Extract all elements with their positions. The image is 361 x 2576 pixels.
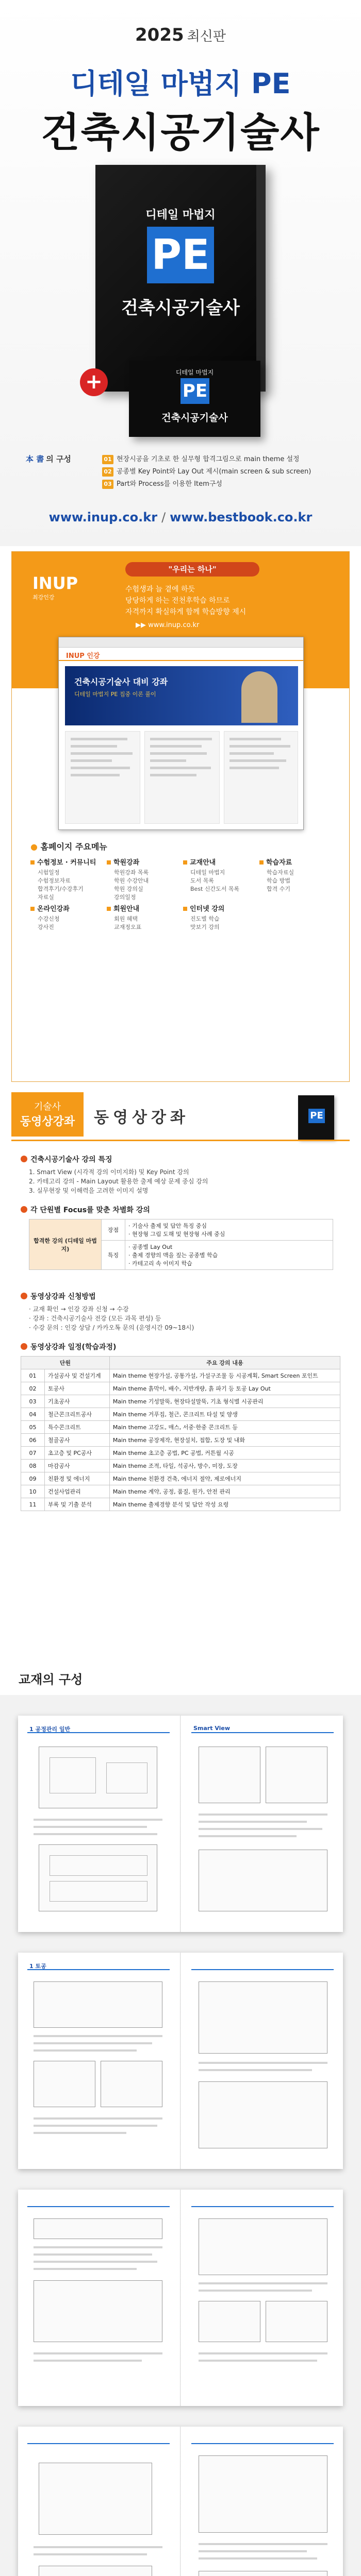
list-item: 2. 카테고리 강의 - Main Layout 활용한 출제 예상 문제 중심 강의 <box>29 1178 208 1185</box>
list-item: 1. Smart View (시각적 강의 이미지화) 및 Key Point 강의 <box>29 1168 189 1176</box>
bullet-icon <box>21 1293 27 1299</box>
figure-diagram <box>199 2081 327 2148</box>
inup-section <box>11 551 350 1082</box>
table-row: 01 가설공사 및 건설기계 Main theme 현장가설, 공통가설, 가설구조물 등 시공계획, Smart Screen 포인트 <box>21 1369 340 1382</box>
menu-column: 온라인강좌 수강신청 강사진 <box>30 903 103 931</box>
menu-column: 수험정보 · 커뮤니티 시험일정 수험정보자료 합격후기/수강후기 자료실 <box>30 857 103 902</box>
table-row: 04 철근콘크리트공사 Main theme 거푸집, 철근, 콘크리트 타설 및 양생 <box>21 1408 340 1421</box>
table-row: 03 기초공사 Main theme 기성말뚝, 현장타설말뚝, 기초 형식별 시공관리 <box>21 1395 340 1408</box>
table-row: 06 철골공사 Main theme 공장제작, 현장설치, 접합, 도장 및 내화 <box>21 1434 340 1447</box>
edition-label: 최신판 <box>187 29 226 44</box>
site-column <box>65 731 140 824</box>
table-row: 09 친환경 및 에너지 Main theme 친환경 건축, 에너지 절약, 제로에너지 <box>21 1472 340 1485</box>
lecture-title: 동영상강좌 <box>94 1109 189 1127</box>
bullet-icon <box>21 1156 27 1162</box>
figure-diagram <box>34 2061 95 2107</box>
site-banner: 건축시공기술사 대비 강좌 디테일 마법지 PE 집중 이론 풀이 <box>65 666 298 725</box>
lecture-section <box>11 1092 350 1607</box>
figure-diagram <box>199 2218 327 2275</box>
schedule-table: 단원 주요 강의 내용 01 가설공사 및 건설기계 Main theme 현장가설, 공통가설, 가설구조물 등 시공계획, Smart Screen 포인트 02 토공사 Main theme 흙막이, 배수, 지반개량, 흙 파기 등 토공 Lay Out 03 기초공사 Main theme 기성말뚝, 현장타설말뚝, 기초 형식별 시공관리 04 철근콘크리트공사 Main theme 거푸집, 철근, 콘크리트 타설 및 양생 05 특수콘크리트 Main theme 고강도, 매스, 서중·한중 콘크리트 등 06 철골공사 Main theme 공장제작, 현장설치, 접합, 도장 및 내화 07 초고층 및 PC공사 Main theme 초고층 공법, PC 공법, 커튼월 시공 08 마감공사 Main theme 조적, 타일, 석공사, 방수, 미장, 도장 09 친환경 및 에너지 Main theme 친환경 건축, 에너지 절약, 제로에너지 10 건설사업관리 Main theme 계약, 공정, 품질, 원가, 안전 관리 11 부록 및 기출 분석 Main theme 출제경향 분석 및 답안 작성 요령 <box>21 1356 340 1511</box>
book-title: 건축시공기술사 <box>41 110 320 156</box>
table-row: 10 건설사업관리 Main theme 계약, 공정, 품질, 원가, 안전 관리 <box>21 1485 340 1498</box>
site-separator: / <box>161 510 166 524</box>
page-header <box>27 1962 170 1970</box>
book-spread <box>18 1953 343 2169</box>
figure-diagram <box>199 2455 327 2533</box>
figure-diagram <box>39 1844 157 1911</box>
feature-table: 합격한 강의 (디테일 마법지) 장점 · 기술사 출제 및 답안 특징 중심 · 현장형 그림 도해 및 현장형 사례 중심 특징 · 공종별 Lay Out · 출제 경향의 맥을 짚는 공종별 학습 · 카테고리 속 이미지 학습 <box>29 1219 333 1270</box>
page-header <box>191 2436 334 2444</box>
inup-site-link[interactable]: www.inup.co.kr <box>48 510 158 524</box>
inup-description: 수험생과 늘 곁에 하듯 당당하게 하는 전천후학습 하므로 자격까지 확실하게 함께 학습방향 제시 <box>125 585 247 616</box>
section-heading: 각 단원별 Focus를 맞춘 차별화 강의 <box>21 1205 150 1215</box>
figure-diagram <box>266 2301 327 2342</box>
figure-diagram <box>34 1981 162 2028</box>
list-item: · 수강 문의 : 인강 상담 / 카카오톡 문의 (운영시간 09~18시) <box>29 1324 194 1331</box>
figure-diagram <box>199 2301 260 2342</box>
bullet-icon <box>21 1206 27 1213</box>
website-screenshot <box>58 637 304 830</box>
book-cover-main <box>95 165 266 392</box>
figure-diagram <box>39 1747 157 1808</box>
book-spread <box>18 1716 343 1932</box>
section-heading: 건축시공기술사 강의 특징 <box>21 1154 112 1164</box>
book-cover-series: 디테일 마법지 <box>145 209 216 222</box>
figure-diagram <box>101 2061 162 2107</box>
bestbook-site-link[interactable]: www.bestbook.co.kr <box>170 510 313 524</box>
figure-diagram <box>34 2218 162 2239</box>
figure-3d-diagram <box>39 2463 152 2535</box>
browser-bar <box>59 637 303 648</box>
lecture-book-thumb: PE <box>298 1095 334 1140</box>
book-spread <box>18 2427 343 2576</box>
list-item: · 강좌 : 건축시공기술사 전강 (모든 과목 편성) 등 <box>29 1315 161 1322</box>
figure-photo <box>199 1747 260 1803</box>
list-item: 3. 실무현장 및 이해력을 고려한 이미지 설명 <box>29 1187 149 1194</box>
page-header <box>191 1962 334 1970</box>
page-header <box>27 2436 170 2444</box>
hero-section <box>0 0 361 546</box>
book-cover-supplement <box>129 361 260 437</box>
figure-diagram <box>39 2566 152 2576</box>
site-column <box>144 731 220 824</box>
menu-column: 학습자료 학습자료실 학습 방법 합격 수기 <box>259 857 332 893</box>
page-label: 1 공정관리 일반 <box>29 1726 71 1733</box>
bullet-icon <box>21 1343 27 1350</box>
section-heading: 동영상강좌 일정(학습과정) <box>21 1342 116 1352</box>
book-spine <box>256 165 266 392</box>
inup-logo: INUP 최강인강 <box>32 573 78 601</box>
table-row: 11 부록 및 기출 분석 Main theme 출제경향 분석 및 답안 작성 요령 <box>21 1498 340 1511</box>
page-header <box>27 2199 170 2207</box>
supplement-pe-logo: PE <box>180 378 209 404</box>
menu-title: ● 홈페이지 주요메뉴 <box>30 842 107 852</box>
divider <box>11 1140 350 1141</box>
figure-diagram <box>199 2571 327 2576</box>
features-heading: 本 書 의 구성 <box>26 454 71 464</box>
feature-item: 01 현장시공을 기초로 한 실무형 합격그림으로 main theme 설정 <box>102 453 300 464</box>
feature-item: 02 공종별 Key Point와 Lay Out 제시(main screen & sub screen) <box>102 466 311 477</box>
supplement-name: 건축시공기술사 <box>161 412 228 423</box>
instructor-photo <box>241 671 277 723</box>
site-column <box>224 731 298 824</box>
page-label: Smart View <box>193 1725 231 1732</box>
feature-item: 03 Part와 Process를 이용한 Item구성 <box>102 478 222 489</box>
list-item: · 교재 확인 → 인강 강좌 신청 → 수강 <box>29 1306 129 1313</box>
table-row: 07 초고층 및 PC공사 Main theme 초고층 공법, PC 공법, 커튼월 시공 <box>21 1447 340 1460</box>
figure-diagram <box>199 1850 327 1911</box>
table-row: 05 특수콘크리트 Main theme 고강도, 매스, 서중·한중 콘크리트 등 <box>21 1421 340 1434</box>
lecture-badge: 기술사 동영상강좌 <box>11 1092 84 1137</box>
inup-quote: "우리는 하나" <box>125 562 259 577</box>
edition-year: 2025 <box>135 25 184 45</box>
page-header <box>191 2199 334 2207</box>
inup-url-link[interactable]: ▶▶ www.inup.co.kr <box>136 621 200 629</box>
menu-column: 학원강좌 학원강좌 목록 학원 수강안내 학원 강의실 강의일정 <box>107 857 179 902</box>
book-spread <box>18 2190 343 2406</box>
menu-grid <box>30 857 332 930</box>
book-cover-pe-logo: PE <box>147 227 214 283</box>
menu-column: 인터넷 강의 진도별 학습 맛보기 강의 <box>183 903 255 931</box>
website-links <box>0 510 361 524</box>
figure-diagram <box>199 1981 327 2054</box>
supplement-series: 디테일 마법지 <box>175 369 214 376</box>
figure-diagram <box>34 2280 162 2342</box>
series-title: 디테일 마법지 PE <box>70 67 291 100</box>
lecture-header <box>11 1092 350 1137</box>
table-row: 08 마감공사 Main theme 조적, 타일, 석공사, 방수, 미장, 도장 <box>21 1460 340 1472</box>
book-cover-name: 건축시공기술사 <box>121 298 240 318</box>
section-heading: 동영상강좌 신청방법 <box>21 1291 96 1301</box>
composition-title: 교재의 구성 <box>19 1672 83 1687</box>
plus-icon: + <box>80 368 108 396</box>
table-row: 02 토공사 Main theme 흙막이, 배수, 지반개량, 흙 파기 등 토공 Lay Out <box>21 1382 340 1395</box>
edition-line <box>0 25 361 45</box>
menu-column: 회원안내 회원 혜택 교재정오표 <box>107 903 179 931</box>
page-label: 1 토공 <box>29 1963 46 1970</box>
site-nav: INUP 인강 <box>59 648 303 661</box>
figure-photo <box>266 1747 327 1803</box>
menu-column: 교재안내 디테일 마법지 도서 목록 Best 신간도서 목록 <box>183 857 255 893</box>
